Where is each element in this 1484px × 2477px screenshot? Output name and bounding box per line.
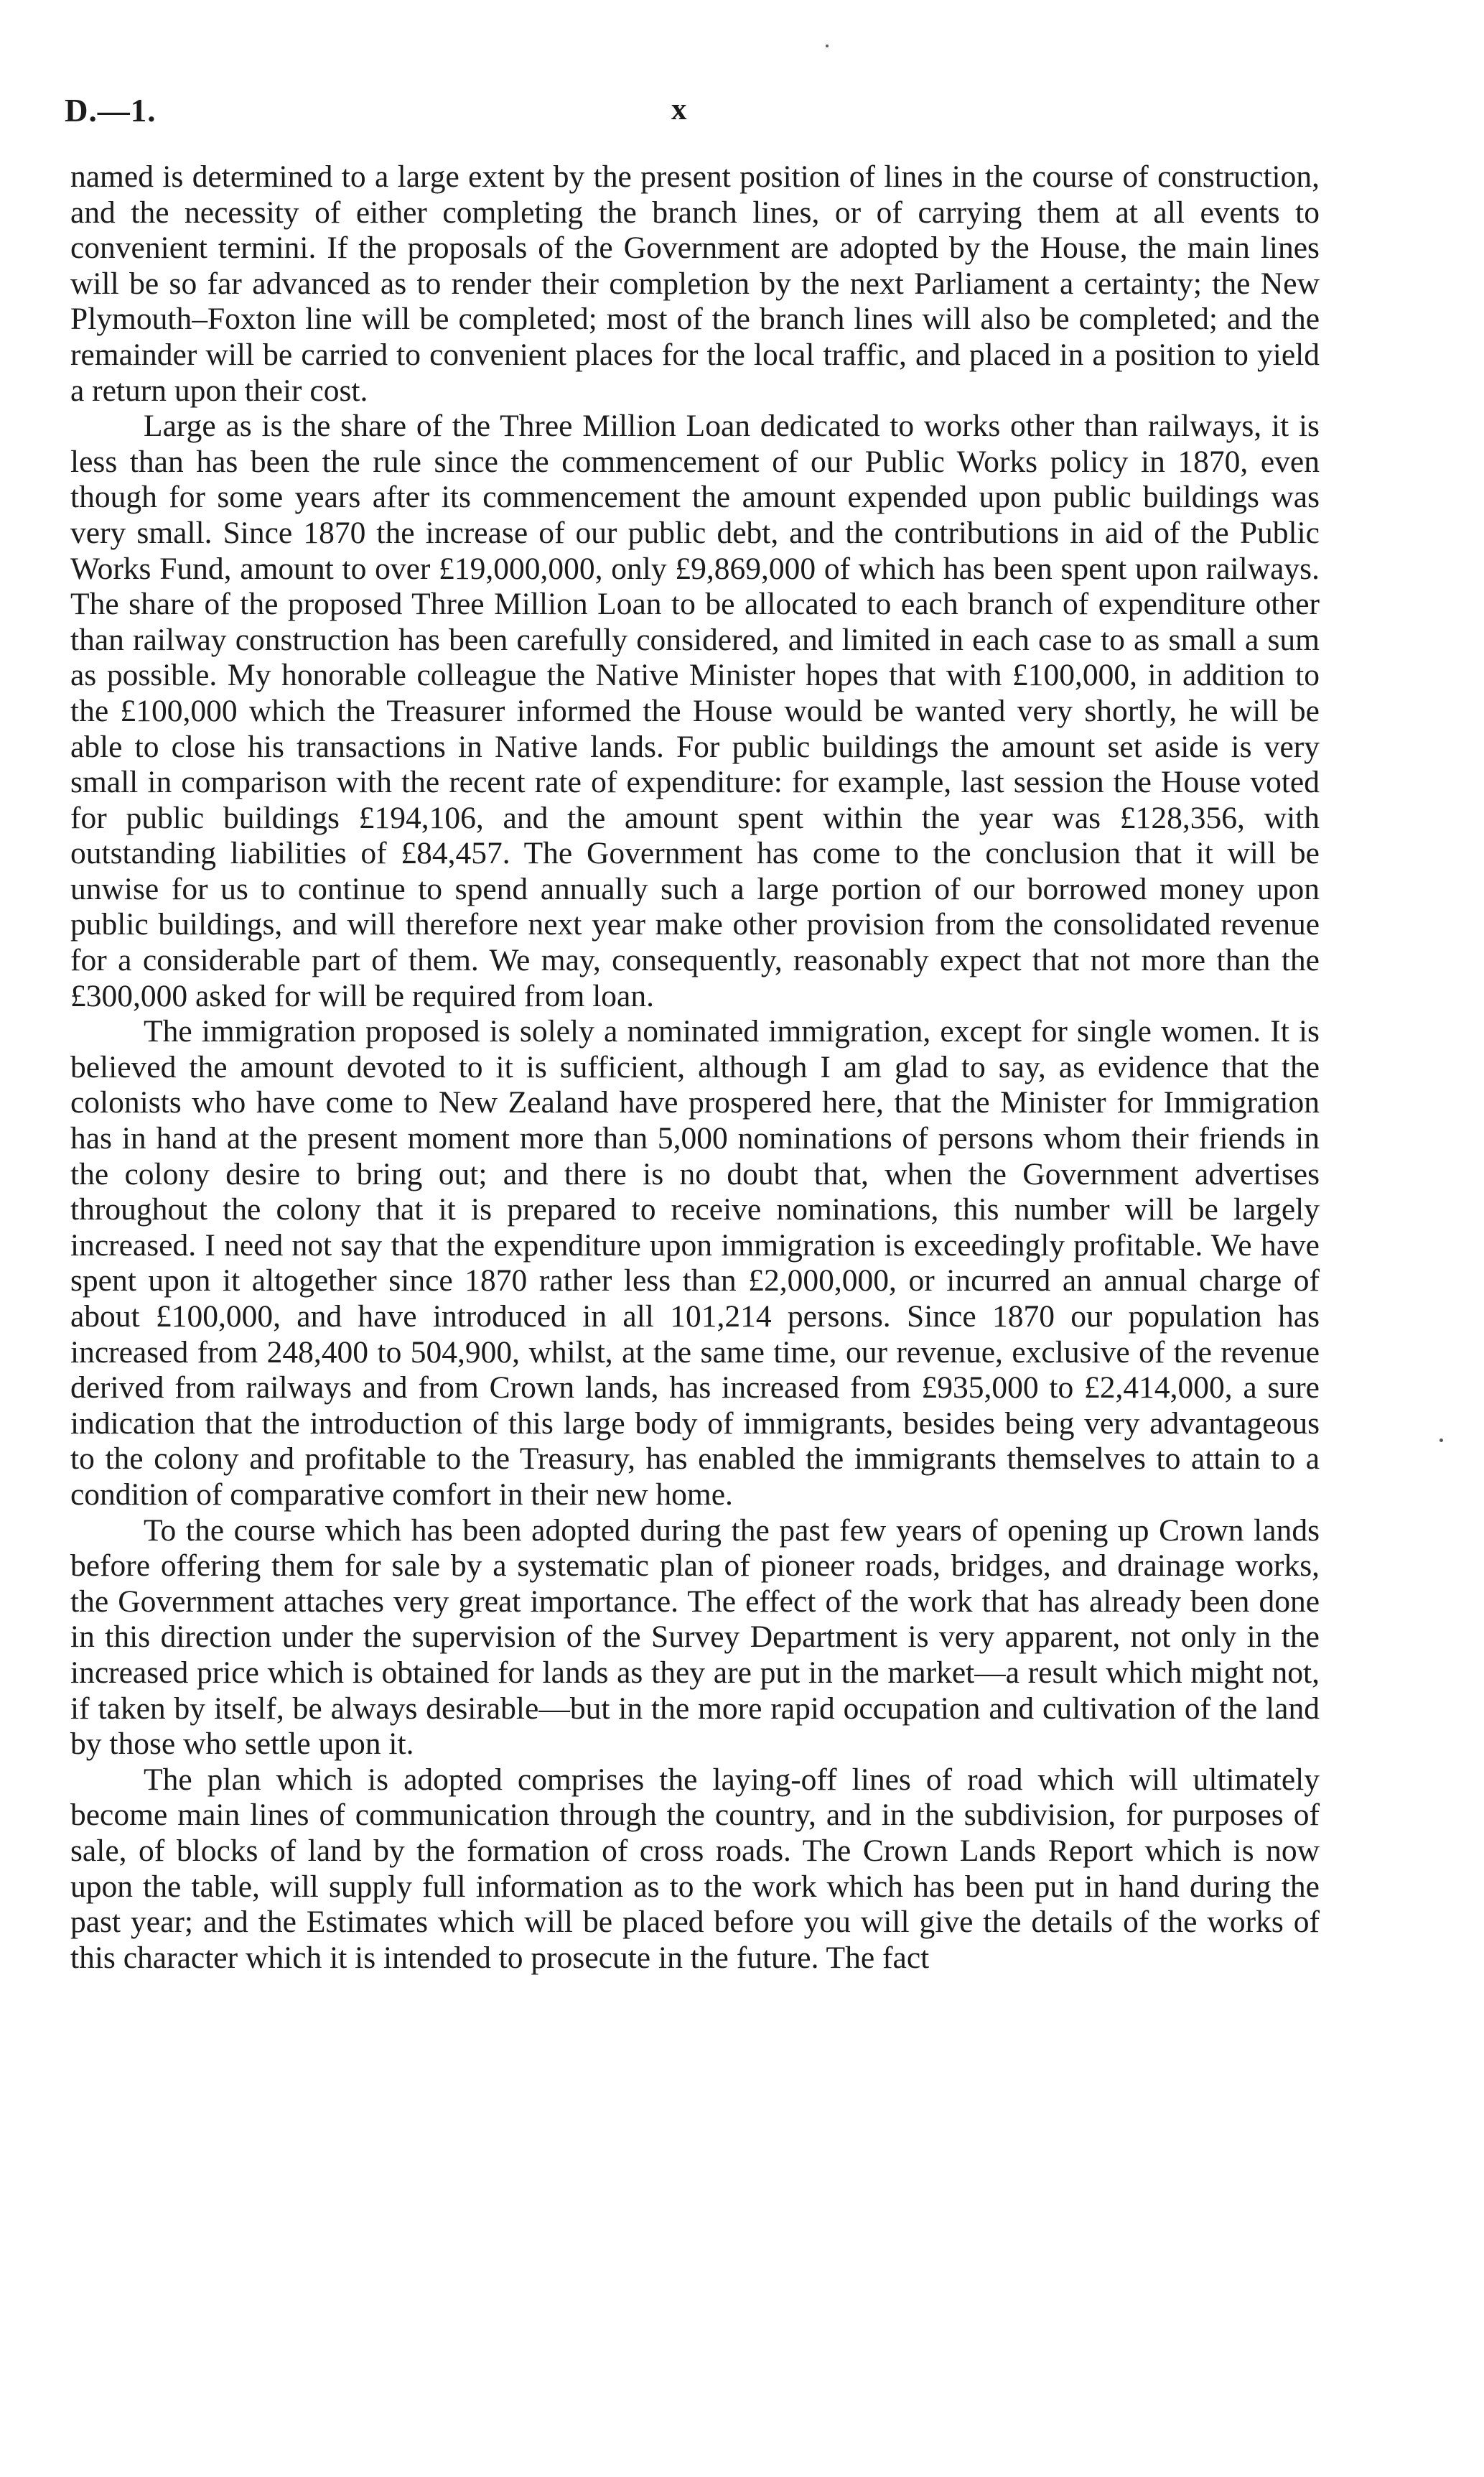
page-number: x — [671, 93, 687, 126]
paragraph-immigration: The immigration proposed is solely a nominated immigration, except for single women. It is believed the amount devoted to it is sufficient, although I am glad to say, as evidence that the colonists who have come to New Zealand have prospered here, that the Minister for Immigration has in hand at the present moment more than 5,000 nominations of persons whom their friends in the colony desire to bring out; and there is no doubt that, when the Government advertises throughout the colony that it is prepared to receive nominations, this number will be largely increased. I need not say that the expenditure upon immigration is exceedingly profitable. We have spent upon it altogether since 1870 rather less than £2,000,000, or incurred an annual charge of about £100,000, and have introduced in all 101,214 persons. Since 1870 our population has increased from 248,400 to 504,900, whilst, at the same time, our revenue, exclusive of the revenue derived from railways and from Crown lands, has increased from £935,000 to £2,414,000, a sure indication that the introduction of this large body of immigrants, besides being very advantageous to the colony and profitable to the Treasury, has enabled the immigrants themselves to attain to a condition of comparative comfort in their new home. — [70, 1014, 1320, 1512]
paragraph-three-million-loan: Large as is the share of the Three Million Loan dedicated to works other than railways, it is less than has been the rule since the commencement of our Public Works policy in 1870, even though for some years after its commencement the amount expended upon public buildings was very small. Since 1870 the increase of our public debt, and the contributions in aid of the Public Works Fund, amount to over £19,000,000, only £9,869,000 of which has been spent upon railways. The share of the proposed Three Million Loan to be allocated to each branch of expenditure other than railway construction has been carefully considered, and limited in each case to as small a sum as possible. My honorable colleague the Native Minister hopes that with £100,000, in addition to the £100,000 which the Treasurer informed the House would be wanted very shortly, he will be able to close his transactions in Native lands. For public buildings the amount set aside is very small in comparison with the recent rate of expenditure: for example, last session the House voted for public buildings £194,106, and the amount spent within the year was £128,356, with outstanding liabilities of £84,457. The Government has come to the conclusion that it will be unwise for us to continue to spend annually such a large portion of our borrowed money upon public buildings, and will therefore next year make other provision from the consolidated revenue for a considerable part of them. We may, consequently, reasonably expect that not more than the £300,000 asked for will be required from loan. — [70, 409, 1320, 1013]
body-text — [70, 159, 1320, 1976]
document-reference: D.—1. — [65, 93, 157, 129]
scan-speck — [826, 45, 829, 47]
paragraph-crown-lands: To the course which has been adopted during the past few years of opening up Crown lands before offering them for sale by a systematic plan of pioneer roads, bridges, and drainage works, the Government attaches very great importance. The effect of the work that has already been done in this direction under the supervision of the Survey Department is very apparent, not only in the increased price which is obtained for lands as they are put in the market—a result which might not, if taken by itself, be always desirable—but in the more rapid occupation and cultivation of the land by those who settle upon it. — [70, 1512, 1320, 1762]
paragraph-road-plan: The plan which is adopted comprises the laying-off lines of road which will ultimately become main lines of communication through the country, and in the subdivision, for purposes of sale, of blocks of land by the formation of cross roads. The Crown Lands Report which is now upon the table, will supply full information as to the work which has been put in hand during the past year; and the Estimates which will be placed before you will give the details of the works of this character which it is intended to prosecute in the future. The fact — [70, 1762, 1320, 1975]
paragraph-railway-lines: named is determined to a large extent by the present position of lines in the course of construction, and the necessity of either completing the branch lines, or of carrying them at all events to convenient termini. If the proposals of the Government are adopted by the House, the main lines will be so far advanced as to render their completion by the next Parliament a certainty; the New Plymouth–Foxton line will be completed; most of the branch lines will also be completed; and the remainder will be carried to convenient places for the local traffic, and placed in a position to yield a return upon their cost. — [70, 159, 1320, 408]
scan-speck — [1439, 1439, 1443, 1442]
page-header — [65, 92, 1321, 135]
